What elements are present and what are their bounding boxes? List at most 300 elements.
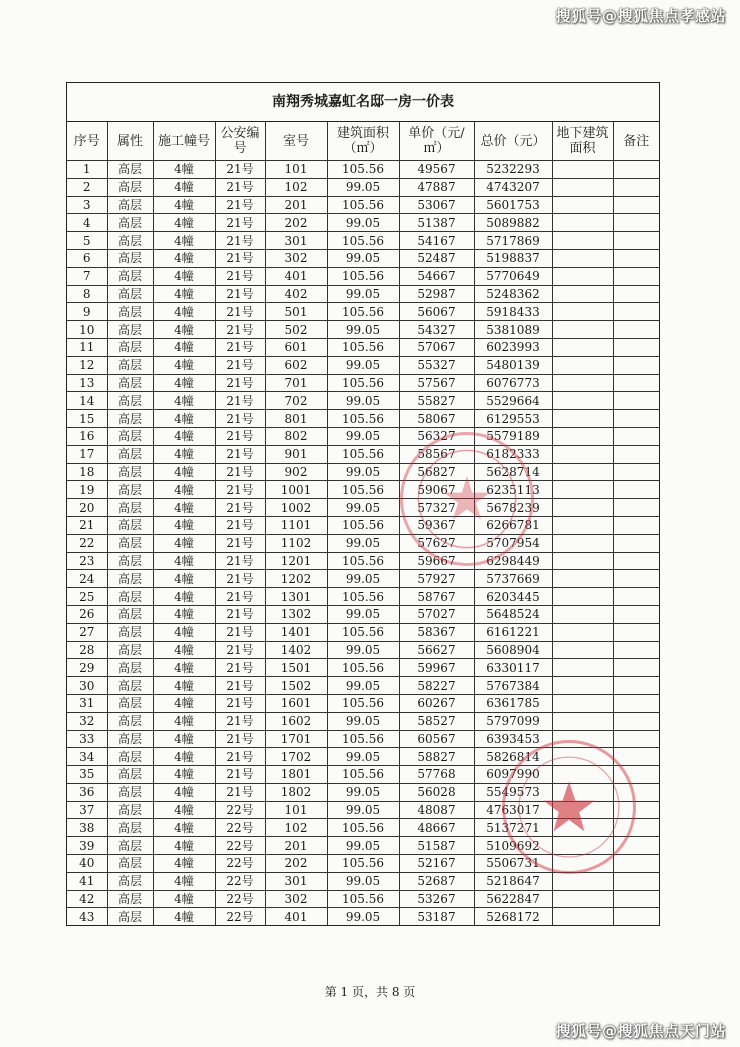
header-basement-area: 地下建筑面积 [552,122,613,161]
cell-attr: 高层 [107,374,153,392]
cell-building: 4幢 [153,285,215,303]
cell-police-no: 21号 [215,499,265,517]
cell-seq: 7 [67,267,107,285]
cell-basement-area [552,908,613,925]
cell-room: 1001 [265,481,327,499]
cell-total-price: 6097990 [474,766,552,784]
cell-police-no: 21号 [215,267,265,285]
table-row [67,855,659,873]
cell-attr: 高层 [107,392,153,410]
cell-seq: 43 [67,908,107,925]
cell-unit-price: 59967 [399,659,474,677]
cell-unit-price: 47887 [399,178,474,196]
cell-police-no: 21号 [215,552,265,570]
cell-building: 4幢 [153,214,215,232]
cell-police-no: 22号 [215,801,265,819]
cell-area: 105.56 [327,445,399,463]
header-unit-price: 单价（元/㎡） [399,122,474,161]
cell-building: 4幢 [153,516,215,534]
cell-police-no: 21号 [215,534,265,552]
cell-total-price: 5109692 [474,837,552,855]
cell-remarks [613,499,659,517]
cell-seq: 27 [67,623,107,641]
cell-remarks [613,890,659,908]
cell-police-no: 21号 [215,161,265,179]
cell-total-price: 5707954 [474,534,552,552]
cell-seq: 34 [67,748,107,766]
cell-unit-price: 56627 [399,641,474,659]
cell-area: 99.05 [327,783,399,801]
cell-attr: 高层 [107,267,153,285]
cell-total-price: 5601753 [474,196,552,214]
cell-building: 4幢 [153,499,215,517]
cell-police-no: 21号 [215,588,265,606]
cell-basement-area [552,819,613,837]
cell-building: 4幢 [153,338,215,356]
cell-total-price: 5549573 [474,783,552,801]
cell-total-price: 5198837 [474,249,552,267]
cell-seq: 23 [67,552,107,570]
cell-remarks [613,837,659,855]
cell-attr: 高层 [107,677,153,695]
cell-unit-price: 48087 [399,801,474,819]
cell-remarks [613,338,659,356]
cell-unit-price: 53187 [399,908,474,925]
cell-seq: 10 [67,321,107,339]
cell-area: 105.56 [327,374,399,392]
cell-remarks [613,463,659,481]
cell-remarks [613,872,659,890]
cell-basement-area [552,694,613,712]
cell-remarks [613,783,659,801]
cell-area: 105.56 [327,303,399,321]
cell-total-price: 5770649 [474,267,552,285]
cell-area: 99.05 [327,499,399,517]
cell-remarks [613,534,659,552]
cell-unit-price: 51587 [399,837,474,855]
cell-building: 4幢 [153,445,215,463]
table-row [67,552,659,570]
cell-basement-area [552,552,613,570]
cell-seq: 5 [67,232,107,250]
cell-basement-area [552,178,613,196]
price-table [67,122,659,925]
cell-remarks [613,410,659,428]
cell-attr: 高层 [107,605,153,623]
cell-attr: 高层 [107,623,153,641]
cell-remarks [613,374,659,392]
cell-attr: 高层 [107,499,153,517]
cell-room: 602 [265,356,327,374]
cell-police-no: 21号 [215,285,265,303]
cell-unit-price: 58227 [399,677,474,695]
cell-unit-price: 52687 [399,872,474,890]
cell-remarks [613,445,659,463]
cell-total-price: 6361785 [474,694,552,712]
table-row [67,819,659,837]
cell-police-no: 21号 [215,303,265,321]
cell-police-no: 21号 [215,641,265,659]
cell-seq: 28 [67,641,107,659]
cell-remarks [613,321,659,339]
table-row [67,267,659,285]
cell-building: 4幢 [153,161,215,179]
cell-area: 105.56 [327,730,399,748]
cell-total-price: 5248362 [474,285,552,303]
cell-seq: 31 [67,694,107,712]
cell-unit-price: 57067 [399,338,474,356]
cell-remarks [613,908,659,925]
cell-basement-area [552,588,613,606]
table-row [67,534,659,552]
table-row [67,677,659,695]
cell-attr: 高层 [107,196,153,214]
cell-seq: 14 [67,392,107,410]
cell-remarks [613,801,659,819]
cell-room: 901 [265,445,327,463]
cell-remarks [613,712,659,730]
cell-attr: 高层 [107,783,153,801]
table-row [67,837,659,855]
cell-remarks [613,161,659,179]
cell-police-no: 22号 [215,837,265,855]
cell-basement-area [552,338,613,356]
watermark-bottom: 搜狐号@搜狐焦点天门站 [555,1022,726,1040]
cell-police-no: 21号 [215,178,265,196]
cell-remarks [613,623,659,641]
cell-total-price: 6298449 [474,552,552,570]
cell-remarks [613,392,659,410]
cell-building: 4幢 [153,178,215,196]
header-area: 建筑面积（㎡） [327,122,399,161]
cell-building: 4幢 [153,249,215,267]
cell-police-no: 21号 [215,748,265,766]
cell-attr: 高层 [107,641,153,659]
cell-unit-price: 54167 [399,232,474,250]
cell-attr: 高层 [107,338,153,356]
cell-area: 99.05 [327,712,399,730]
cell-remarks [613,267,659,285]
table-row [67,321,659,339]
cell-unit-price: 49567 [399,161,474,179]
cell-remarks [613,214,659,232]
cell-attr: 高层 [107,249,153,267]
cell-total-price: 5628714 [474,463,552,481]
table-row [67,588,659,606]
cell-police-no: 21号 [215,623,265,641]
cell-basement-area [552,730,613,748]
cell-building: 4幢 [153,748,215,766]
cell-room: 1302 [265,605,327,623]
cell-seq: 22 [67,534,107,552]
cell-area: 99.05 [327,249,399,267]
cell-seq: 37 [67,801,107,819]
cell-room: 1102 [265,534,327,552]
cell-attr: 高层 [107,819,153,837]
cell-unit-price: 57567 [399,374,474,392]
cell-room: 1101 [265,516,327,534]
cell-unit-price: 57927 [399,570,474,588]
cell-basement-area [552,285,613,303]
cell-room: 601 [265,338,327,356]
cell-police-no: 21号 [215,321,265,339]
cell-basement-area [552,481,613,499]
cell-remarks [613,588,659,606]
table-row [67,801,659,819]
cell-remarks [613,677,659,695]
cell-room: 802 [265,427,327,445]
cell-unit-price: 52987 [399,285,474,303]
cell-room: 301 [265,872,327,890]
cell-attr: 高层 [107,356,153,374]
cell-seq: 13 [67,374,107,392]
cell-room: 401 [265,267,327,285]
table-row [67,570,659,588]
cell-attr: 高层 [107,214,153,232]
cell-area: 99.05 [327,534,399,552]
cell-police-no: 21号 [215,463,265,481]
cell-unit-price: 57027 [399,605,474,623]
cell-area: 99.05 [327,641,399,659]
header-building: 施工幢号 [153,122,215,161]
cell-remarks [613,748,659,766]
table-row [67,338,659,356]
cell-police-no: 21号 [215,410,265,428]
cell-seq: 11 [67,338,107,356]
cell-total-price: 5232293 [474,161,552,179]
cell-total-price: 6203445 [474,588,552,606]
cell-room: 1702 [265,748,327,766]
cell-unit-price: 56028 [399,783,474,801]
cell-unit-price: 54667 [399,267,474,285]
cell-area: 99.05 [327,677,399,695]
cell-total-price: 6330117 [474,659,552,677]
table-row [67,641,659,659]
cell-seq: 35 [67,766,107,784]
cell-total-price: 5529664 [474,392,552,410]
cell-room: 202 [265,855,327,873]
cell-seq: 4 [67,214,107,232]
cell-police-no: 21号 [215,516,265,534]
cell-room: 301 [265,232,327,250]
cell-building: 4幢 [153,819,215,837]
cell-remarks [613,196,659,214]
cell-unit-price: 60567 [399,730,474,748]
cell-basement-area [552,214,613,232]
cell-police-no: 21号 [215,232,265,250]
cell-unit-price: 53067 [399,196,474,214]
cell-area: 105.56 [327,338,399,356]
cell-building: 4幢 [153,267,215,285]
cell-basement-area [552,570,613,588]
table-row [67,908,659,925]
cell-attr: 高层 [107,321,153,339]
cell-attr: 高层 [107,872,153,890]
cell-attr: 高层 [107,908,153,925]
cell-basement-area [552,232,613,250]
cell-room: 402 [265,285,327,303]
cell-room: 201 [265,196,327,214]
cell-seq: 32 [67,712,107,730]
cell-area: 105.56 [327,890,399,908]
cell-room: 1501 [265,659,327,677]
cell-seq: 29 [67,659,107,677]
cell-unit-price: 58767 [399,588,474,606]
cell-area: 99.05 [327,285,399,303]
cell-seq: 39 [67,837,107,855]
cell-police-no: 21号 [215,427,265,445]
cell-attr: 高层 [107,659,153,677]
cell-room: 302 [265,249,327,267]
cell-total-price: 5218647 [474,872,552,890]
table-row [67,730,659,748]
cell-basement-area [552,303,613,321]
cell-building: 4幢 [153,641,215,659]
cell-building: 4幢 [153,730,215,748]
cell-unit-price: 48667 [399,819,474,837]
cell-unit-price: 56827 [399,463,474,481]
cell-room: 902 [265,463,327,481]
cell-seq: 18 [67,463,107,481]
cell-basement-area [552,641,613,659]
cell-remarks [613,605,659,623]
cell-basement-area [552,161,613,179]
cell-building: 4幢 [153,552,215,570]
cell-basement-area [552,748,613,766]
cell-building: 4幢 [153,463,215,481]
cell-basement-area [552,890,613,908]
header-remarks: 备注 [613,122,659,161]
cell-area: 105.56 [327,267,399,285]
cell-seq: 38 [67,819,107,837]
cell-area: 105.56 [327,694,399,712]
table-row [67,499,659,517]
cell-building: 4幢 [153,890,215,908]
cell-area: 99.05 [327,463,399,481]
cell-total-price: 5137271 [474,819,552,837]
cell-police-no: 21号 [215,783,265,801]
cell-area: 105.56 [327,766,399,784]
cell-area: 99.05 [327,321,399,339]
cell-building: 4幢 [153,321,215,339]
cell-police-no: 21号 [215,766,265,784]
cell-total-price: 5579189 [474,427,552,445]
cell-building: 4幢 [153,356,215,374]
cell-seq: 41 [67,872,107,890]
cell-room: 1802 [265,783,327,801]
cell-basement-area [552,463,613,481]
cell-basement-area [552,392,613,410]
cell-seq: 1 [67,161,107,179]
cell-attr: 高层 [107,427,153,445]
cell-area: 99.05 [327,392,399,410]
cell-remarks [613,552,659,570]
cell-unit-price: 60267 [399,694,474,712]
cell-unit-price: 59367 [399,516,474,534]
cell-room: 1401 [265,623,327,641]
cell-attr: 高层 [107,463,153,481]
cell-total-price: 5767384 [474,677,552,695]
cell-attr: 高层 [107,516,153,534]
cell-basement-area [552,872,613,890]
cell-remarks [613,303,659,321]
cell-total-price: 5381089 [474,321,552,339]
cell-room: 1801 [265,766,327,784]
cell-room: 1502 [265,677,327,695]
cell-seq: 36 [67,783,107,801]
cell-total-price: 6266781 [474,516,552,534]
cell-basement-area [552,855,613,873]
cell-remarks [613,641,659,659]
cell-unit-price: 59667 [399,552,474,570]
cell-seq: 9 [67,303,107,321]
cell-attr: 高层 [107,588,153,606]
table-row [67,516,659,534]
cell-area: 105.56 [327,855,399,873]
cell-seq: 2 [67,178,107,196]
cell-remarks [613,730,659,748]
cell-total-price: 5797099 [474,712,552,730]
cell-seq: 20 [67,499,107,517]
cell-seq: 40 [67,855,107,873]
table-body [67,161,659,926]
cell-area: 105.56 [327,161,399,179]
cell-remarks [613,285,659,303]
cell-unit-price: 58067 [399,410,474,428]
cell-remarks [613,766,659,784]
cell-attr: 高层 [107,232,153,250]
cell-building: 4幢 [153,232,215,250]
cell-unit-price: 53267 [399,890,474,908]
cell-remarks [613,570,659,588]
cell-area: 105.56 [327,196,399,214]
cell-building: 4幢 [153,588,215,606]
table-row [67,890,659,908]
cell-basement-area [552,605,613,623]
table-row [67,392,659,410]
cell-total-price: 5268172 [474,908,552,925]
cell-building: 4幢 [153,623,215,641]
cell-area: 99.05 [327,837,399,855]
table-row [67,214,659,232]
cell-remarks [613,232,659,250]
cell-total-price: 6076773 [474,374,552,392]
cell-unit-price: 57627 [399,534,474,552]
cell-room: 1301 [265,588,327,606]
cell-seq: 15 [67,410,107,428]
cell-unit-price: 52487 [399,249,474,267]
cell-building: 4幢 [153,374,215,392]
cell-room: 1201 [265,552,327,570]
table-row [67,303,659,321]
table-row [67,178,659,196]
cell-building: 4幢 [153,196,215,214]
cell-seq: 8 [67,285,107,303]
table-row [67,427,659,445]
cell-basement-area [552,766,613,784]
page-footer: 第 1 页，共 8 页 [324,985,416,999]
cell-total-price: 5480139 [474,356,552,374]
watermark-top: 搜狐号@搜狐焦点孝感站 [555,7,726,25]
cell-basement-area [552,356,613,374]
cell-total-price: 5717869 [474,232,552,250]
table-row [67,374,659,392]
cell-area: 99.05 [327,570,399,588]
header-attr: 属性 [107,122,153,161]
cell-building: 4幢 [153,801,215,819]
cell-unit-price: 52167 [399,855,474,873]
cell-remarks [613,819,659,837]
